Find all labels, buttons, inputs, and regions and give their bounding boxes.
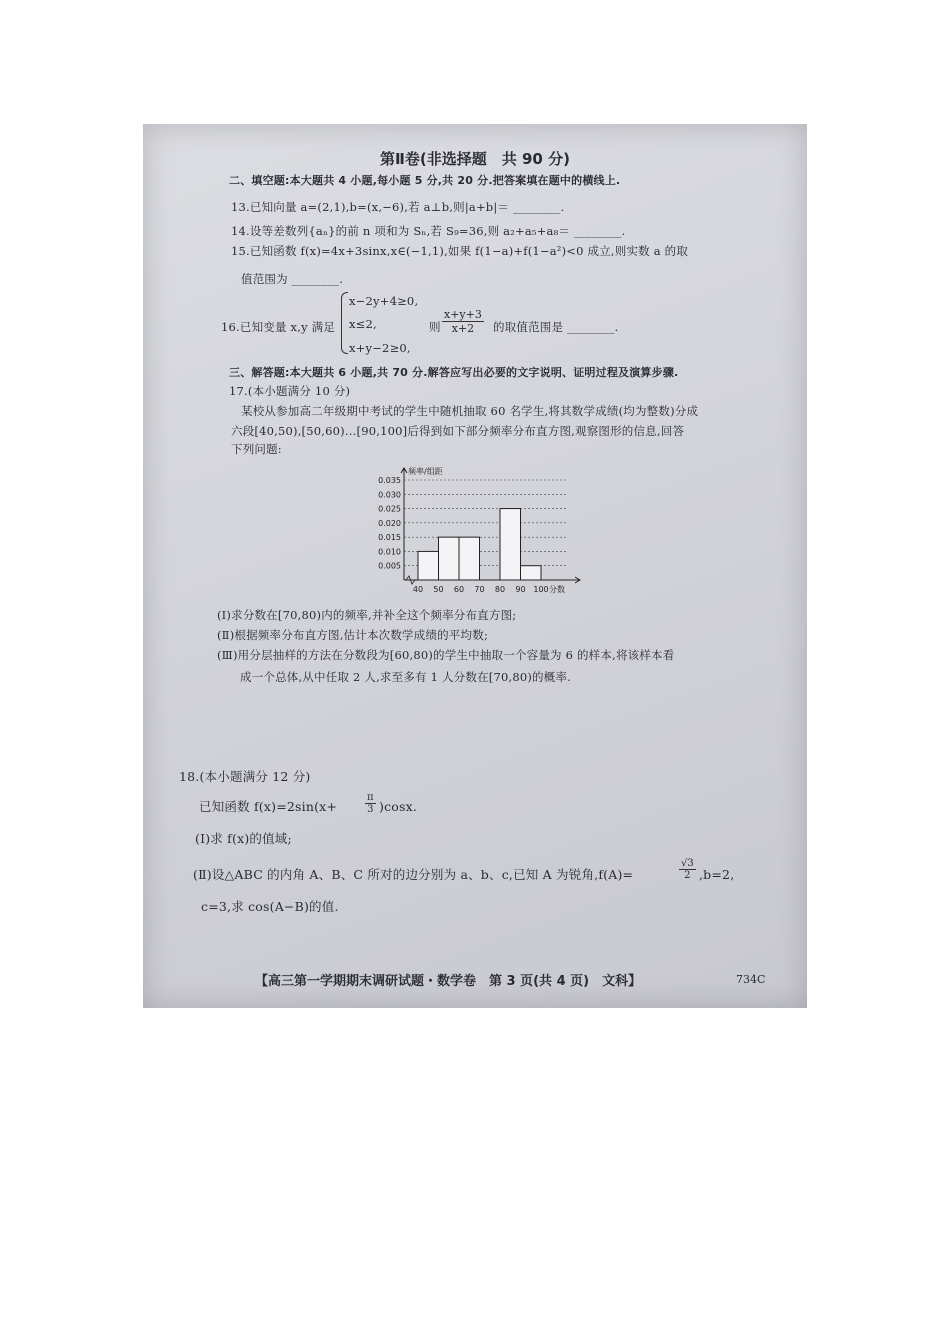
y-tick-label: 0.020	[378, 518, 401, 528]
question-16-prefix: 16.已知变量 x,y 满足	[221, 320, 336, 334]
frequency-histogram	[368, 460, 598, 606]
question-17-part2: (Ⅱ)根据频率分布直方图,估计本次数学成绩的平均数;	[217, 628, 489, 642]
question-16-suffix: 的取值范围是 ________.	[493, 320, 619, 334]
x-tick-label: 100	[533, 585, 549, 594]
question-14: 14.设等差数列{aₙ}的前 n 项和为 Sₙ,若 S₉=36,则 a₂+a₅+a₈＝ ________.	[231, 224, 626, 238]
exam-page	[143, 124, 807, 1008]
question-18-line1a: 已知函数 f(x)=2sin(x+	[199, 799, 338, 814]
denominator-3: 3	[367, 804, 374, 815]
question-17-line1: 某校从参加高二年级期中考试的学生中随机抽取 60 名学生,将其数学成绩(均为整数)分成	[241, 404, 699, 418]
question-18-part2-line1: (Ⅱ)设△ABC 的内角 A、B、C 所对的边分别为 a、b、c,已知 A 为锐角,f(A)=	[193, 867, 634, 882]
question-18-line1b: )cosx.	[379, 799, 418, 814]
y-tick-label: 0.030	[378, 490, 401, 500]
question-18-part1: (Ⅰ)求 f(x)的值域;	[195, 831, 292, 846]
y-tick-label: 0.010	[378, 547, 401, 557]
question-17-part1: (Ⅰ)求分数在[70,80)内的频率,并补全这个频率分布直方图;	[217, 608, 517, 622]
paper-code: 734C	[736, 973, 766, 986]
y-tick-label: 0.005	[378, 561, 401, 571]
histogram-bar	[459, 537, 480, 580]
pi-symbol: π	[367, 792, 374, 803]
x-axis-label: 分数	[549, 585, 565, 594]
sqrt3: √3	[681, 858, 694, 869]
y-tick-label: 0.035	[378, 476, 401, 485]
question-17-part3-line1: (Ⅲ)用分层抽样的方法在分数段为[60,80)的学生中抽取一个容量为 6 的样本,将该样本看	[217, 648, 675, 662]
question-17-line2: 六段[40,50),[50,60)…[90,100]后得到如下部分频率分布直方图,观察图形的信息,回答	[231, 424, 685, 438]
question-16-condition-3: x+y−2≥0,	[349, 341, 411, 355]
question-18-header: 18.(本小题满分 12 分)	[179, 769, 311, 784]
histogram-bar	[439, 537, 460, 580]
pi-over-3-fraction	[365, 792, 376, 815]
question-15-line2: 值范围为 ________.	[241, 272, 344, 286]
question-16-then: 则	[429, 320, 441, 334]
inequality-brace	[341, 292, 348, 354]
y-tick-label: 0.025	[378, 504, 401, 514]
question-17-header: 17.(本小题满分 10 分)	[229, 384, 351, 398]
histogram-bar	[500, 509, 521, 580]
question-15-line1: 15.已知函数 f(x)=4x+3sinx,x∈(−1,1),如果 f(1−a)+f(1−a²)<0 成立,则实数 a 的取	[231, 244, 689, 258]
section3-heading: 三、解答题:本大题共 6 小题,共 70 分.解答应写出必要的文字说明、证明过程及演算步骤.	[229, 366, 679, 379]
x-tick-label: 60	[453, 585, 465, 594]
sqrt3-over-2-fraction	[679, 858, 696, 881]
question-17-part3-line2: 成一个总体,从中任取 2 人,求至多有 1 人分数在[70,80)的概率.	[240, 670, 572, 684]
question-16-fraction	[442, 308, 484, 335]
question-13: 13.已知向量 a=(2,1),b=(x,−6),若 a⊥b,则|a+b|＝ ________.	[231, 200, 565, 214]
histogram-bar	[521, 566, 542, 580]
x-tick-label: 90	[515, 585, 526, 594]
x-tick-label: 40	[412, 585, 424, 594]
page-footer: 【高三第一学期期末调研试题・数学卷 第 3 页(共 4 页) 文科】	[255, 974, 642, 989]
page-title: 第Ⅱ卷(非选择题 共 90 分)	[380, 150, 570, 168]
fraction-numerator: x+y+3	[444, 308, 482, 321]
question-16-condition-1: x−2y+4≥0,	[349, 294, 419, 308]
y-tick-label: 0.015	[378, 533, 401, 543]
question-17-line3: 下列问题:	[231, 442, 282, 456]
question-18-part2-line2: c=3,求 cos(A−B)的值.	[201, 899, 339, 914]
x-tick-label: 80	[494, 585, 506, 594]
question-18-part2-tail: ,b=2,	[699, 867, 735, 882]
x-tick-label: 70	[474, 585, 485, 594]
y-axis-label: 频率/组距	[408, 467, 443, 476]
histogram-bar	[418, 551, 439, 580]
section2-heading: 二、填空题:本大题共 4 小题,每小题 5 分,共 20 分.把答案填在题中的横线上.	[229, 174, 621, 187]
question-16-condition-2: x≤2,	[349, 317, 377, 331]
fraction-denominator: x+2	[451, 322, 475, 335]
denominator-2: 2	[684, 870, 691, 881]
x-tick-label: 50	[433, 585, 444, 594]
